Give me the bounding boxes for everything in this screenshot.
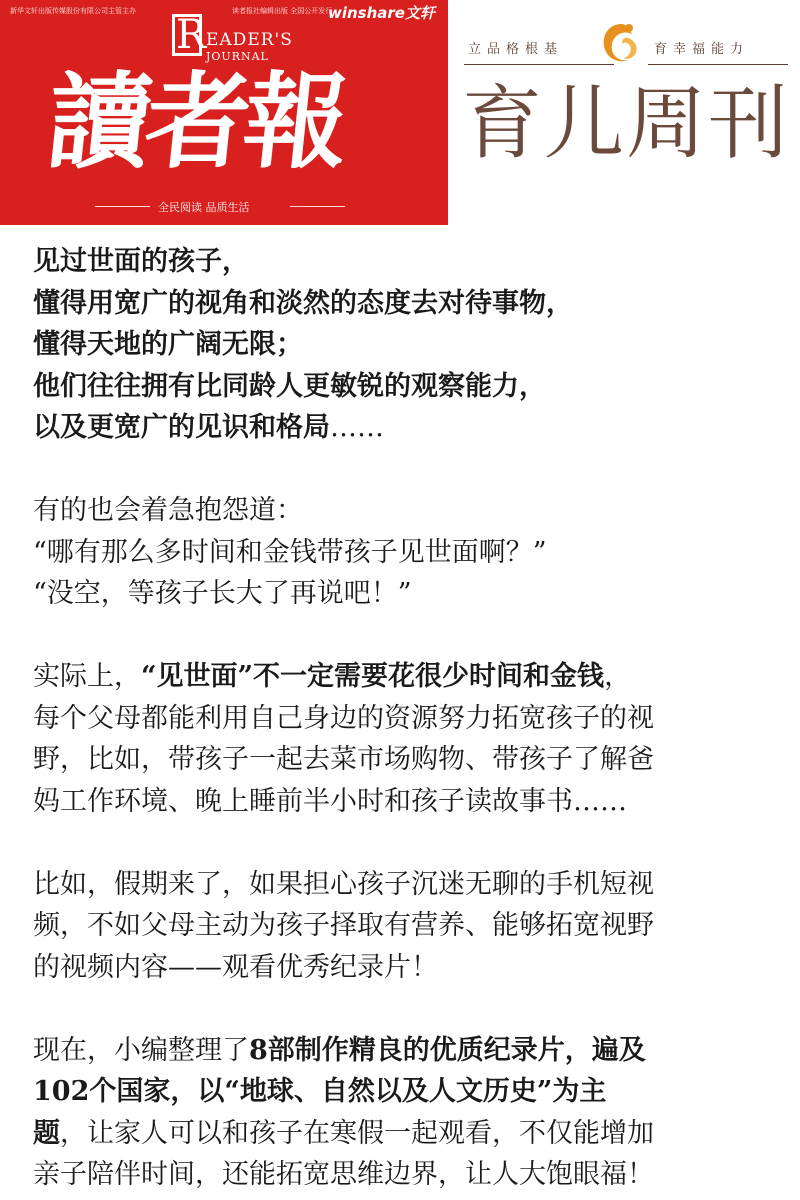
- paragraph-emphasis: 102个国家，以“地球、自然以及人文历史”为主: [33, 1076, 607, 1107]
- complaint-quote: “没空，等孩子长大了再说吧！”: [33, 578, 412, 609]
- parenting-weekly-brand: [448, 0, 800, 225]
- motto-left: 立品格根基: [468, 42, 564, 57]
- paragraph-line: [33, 1071, 773, 1113]
- paragraph-line: 比如，假期来了，如果担心孩子沉迷无聊的手机短视: [33, 868, 654, 900]
- readers-journal-banner: [0, 0, 448, 225]
- intro-line-text: 以及更宽广的见识和格局: [33, 412, 330, 443]
- intro-paragraph: [33, 241, 773, 449]
- intro-line: 他们往往拥有比同龄人更敏锐的观察能力，: [33, 370, 546, 402]
- paragraph-line: 野，比如，带孩子一起去菜市场购物、带孩子了解爸: [33, 744, 654, 775]
- paragraph-prefix: 现在，小编整理了: [33, 1034, 249, 1066]
- paragraph-text: ，让家人可以和孩子在寒假一起观看，不仅能增加: [60, 1117, 654, 1149]
- paragraph-emphasis: 8部制作精良的优质纪录片，遍及: [249, 1034, 646, 1066]
- publisher-line-2: 读者报社编辑出版 全国公开发行: [232, 7, 333, 15]
- sun-swirl-logo-icon: [598, 18, 646, 68]
- article-body: [33, 241, 773, 1196]
- paragraph-emphasis: 题: [33, 1117, 60, 1149]
- paragraph-line: [33, 1113, 773, 1155]
- paragraph-line: [33, 1030, 773, 1072]
- slogan-divider-left: [95, 206, 150, 207]
- intro-line: 见过世面的孩子，: [33, 246, 249, 277]
- paragraph-prefix: 实际上，: [33, 661, 141, 692]
- paragraph-line: 妈工作环境、晚上睡前半小时和孩子读故事书……: [33, 785, 627, 817]
- motto-divider-right: [648, 64, 788, 65]
- paragraph-documentaries: [33, 1030, 773, 1196]
- complaint-quote: “哪有那么多时间和金钱带孩子见世面啊？”: [33, 536, 547, 568]
- masthead-slogan: 全民阅读 品质生活: [158, 201, 250, 214]
- winshare-logo: winshare文轩: [328, 4, 435, 22]
- intro-line: 懂得天地的广阔无限；: [33, 329, 303, 360]
- complaint-paragraph: [33, 490, 773, 615]
- paragraph-line: [33, 656, 773, 698]
- motto-right: 育幸福能力: [654, 42, 750, 57]
- masthead-title: 讀者報: [41, 60, 349, 183]
- header: [0, 0, 800, 225]
- weekly-title: 育儿周刊: [462, 77, 790, 170]
- paragraph-holiday: [33, 864, 773, 989]
- paragraph-emphasis: “见世面”不一定需要花很少时间和金钱: [141, 661, 605, 692]
- paragraph-line: 每个父母都能利用自己身边的资源努力拓宽孩子的视: [33, 702, 654, 734]
- slogan-divider-right: [290, 206, 345, 207]
- paragraph-line: 亲子陪伴时间，还能拓宽思维边界，让人大饱眼福！: [33, 1159, 654, 1190]
- intro-ellipsis: ……: [330, 412, 384, 443]
- journal-logo-word: JOURNAL: [206, 50, 269, 63]
- intro-line: 懂得用宽广的视角和淡然的态度去对待事物，: [33, 287, 573, 319]
- journal-logo-eaders: EADER'S: [206, 30, 293, 50]
- paragraph-line: 的视频内容——观看优秀纪录片！: [33, 951, 438, 983]
- paragraph-suffix: ，: [604, 661, 632, 692]
- publisher-line: 新华文轩出版传媒股份有限公司主管主办: [10, 7, 136, 15]
- paragraph-in-fact: [33, 656, 773, 822]
- journal-logo-r: R: [176, 12, 207, 58]
- intro-line: [33, 407, 773, 449]
- complaint-line: 有的也会着急抱怨道：: [33, 495, 303, 526]
- paragraph-line: 频，不如父母主动为孩子择取有营养、能够拓宽视野: [33, 910, 654, 941]
- motto-divider-left: [464, 64, 614, 65]
